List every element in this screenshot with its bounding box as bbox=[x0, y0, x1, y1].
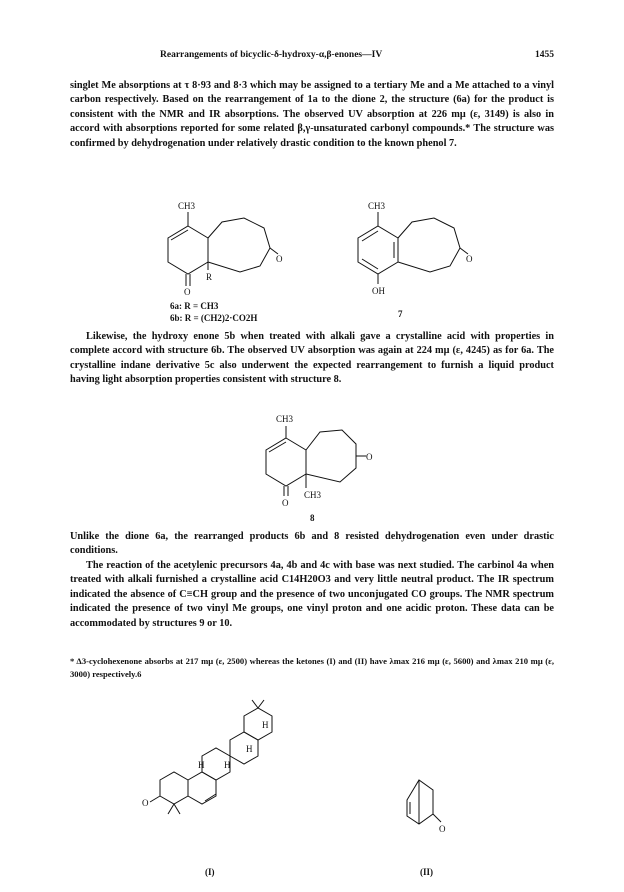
ketone-o-label: O bbox=[466, 254, 473, 264]
ketone-o-label: O bbox=[142, 798, 149, 808]
paragraph-3: Unlike the dione 6a, the rearranged products 6b and 8 resisted dehydrogenation even under drastic conditions. bbox=[70, 531, 554, 557]
ring-a bbox=[160, 772, 188, 804]
caption-7: 7 bbox=[398, 309, 403, 319]
ketone-bond bbox=[150, 796, 160, 802]
bicyclic-ring bbox=[407, 780, 433, 824]
figure-I bbox=[140, 698, 310, 828]
r-label: R bbox=[206, 272, 213, 282]
o-label: O bbox=[184, 287, 191, 297]
figure-7 bbox=[340, 198, 490, 298]
figure-8 bbox=[252, 410, 392, 510]
aromatic-bond-1 bbox=[362, 231, 378, 241]
structure-II-svg bbox=[395, 760, 455, 840]
ch3-top-label: CH3 bbox=[276, 414, 294, 424]
aromatic-bond-3 bbox=[362, 259, 378, 269]
paragraph-1: singlet Me absorptions at τ 8·93 and 8·3 which may be assigned to a tertiary Me and a Me attached to a vinyl carbon respectively. Based on the rearrangement of 1a to the dione 2, the structure (6a) for the product is consistent with the NMR and IR absorptions. The observed UV absorption at 226 mμ (ε, 3149) is also in accord with absorptions reported for some related β,γ-unsaturated carbonyl compounds.* The structure was confirmed by dehydrogenation under relatively drastic condition to the known phenol 7. bbox=[70, 80, 554, 149]
caption-6 bbox=[170, 300, 257, 324]
running-header bbox=[70, 50, 554, 66]
caption-8: 8 bbox=[310, 513, 315, 523]
footnote: * Δ3-cyclohexenone absorbs at 217 mμ (ε, 2500) whereas the ketones (I) and (II) have λmax 216 mμ (ε, 5600) and λmax 210 mμ (ε, 3000) respectively.6 bbox=[70, 656, 554, 679]
gem-methyl-2 bbox=[174, 804, 180, 814]
six-ring bbox=[266, 438, 306, 486]
structure-I-svg bbox=[140, 698, 310, 828]
ketone-o-label: O bbox=[366, 452, 373, 462]
ketone-bond bbox=[433, 814, 441, 822]
paragraph-4: The reaction of the acetylenic precursors 4a, 4b and 4c with base was next studied. The carbinol 4a when treated with alkali furnished a crystalline acid C14H20O3 and very little neutral product. The IR spectrum indicated the absence of C≡CH group and the presence of two unconjugated CO groups. The NMR spectrum indicated the presence of two vinyl Me groups, one vinyl proton and one acidic proton. These data can be accommodated by structures 9 or 10. bbox=[70, 560, 554, 629]
caption-6a: 6a: R = CH3 bbox=[170, 301, 219, 311]
gem-methyl-1 bbox=[168, 804, 174, 814]
seven-ring bbox=[306, 430, 356, 482]
structure-7-svg bbox=[340, 198, 490, 298]
h-label-1: H bbox=[198, 760, 205, 770]
caption-II: (II) bbox=[420, 867, 433, 877]
eight-ring bbox=[398, 218, 460, 272]
h-label-4: H bbox=[262, 720, 269, 730]
top-methyl-1 bbox=[252, 700, 258, 708]
structure-6-svg bbox=[150, 198, 300, 298]
h-label-3: H bbox=[246, 744, 253, 754]
o-label: O bbox=[282, 498, 289, 508]
ketone-o-label: O bbox=[276, 254, 283, 264]
page-number: 1455 bbox=[535, 50, 554, 60]
caption-I: (I) bbox=[205, 867, 215, 877]
ketone-o-label: O bbox=[439, 824, 446, 834]
structure-8-svg bbox=[252, 410, 392, 510]
six-ring bbox=[168, 226, 208, 274]
benzene-ring bbox=[358, 226, 398, 274]
figure-II bbox=[395, 760, 455, 840]
h-label-2: H bbox=[224, 760, 231, 770]
figure-6 bbox=[150, 198, 300, 298]
ring-b bbox=[188, 772, 216, 804]
ch3-bottom-label: CH3 bbox=[304, 490, 322, 500]
ring-d bbox=[230, 732, 258, 764]
oh-label: OH bbox=[372, 286, 385, 296]
running-title: Rearrangements of bicyclic-δ-hydroxy-α,β-enones—IV bbox=[160, 50, 383, 60]
ch3-label: CH3 bbox=[368, 201, 386, 211]
top-methyl-2 bbox=[258, 700, 264, 708]
eight-ring bbox=[208, 218, 270, 272]
caption-6b: 6b: R = (CH2)2·CO2H bbox=[170, 313, 258, 323]
paragraph-2: Likewise, the hydroxy enone 5b when treated with alkali gave a crystalline acid with properties in complete accord with structure 6b. The observed UV absorption was again at 224 mμ (ε, 4245) as for 6a. The crystalline indane derivative 5c also underwent the expected rearrangement to furnish a liquid product having light absorption properties consistent with structure 8. bbox=[70, 331, 554, 386]
ch3-label: CH3 bbox=[178, 201, 196, 211]
